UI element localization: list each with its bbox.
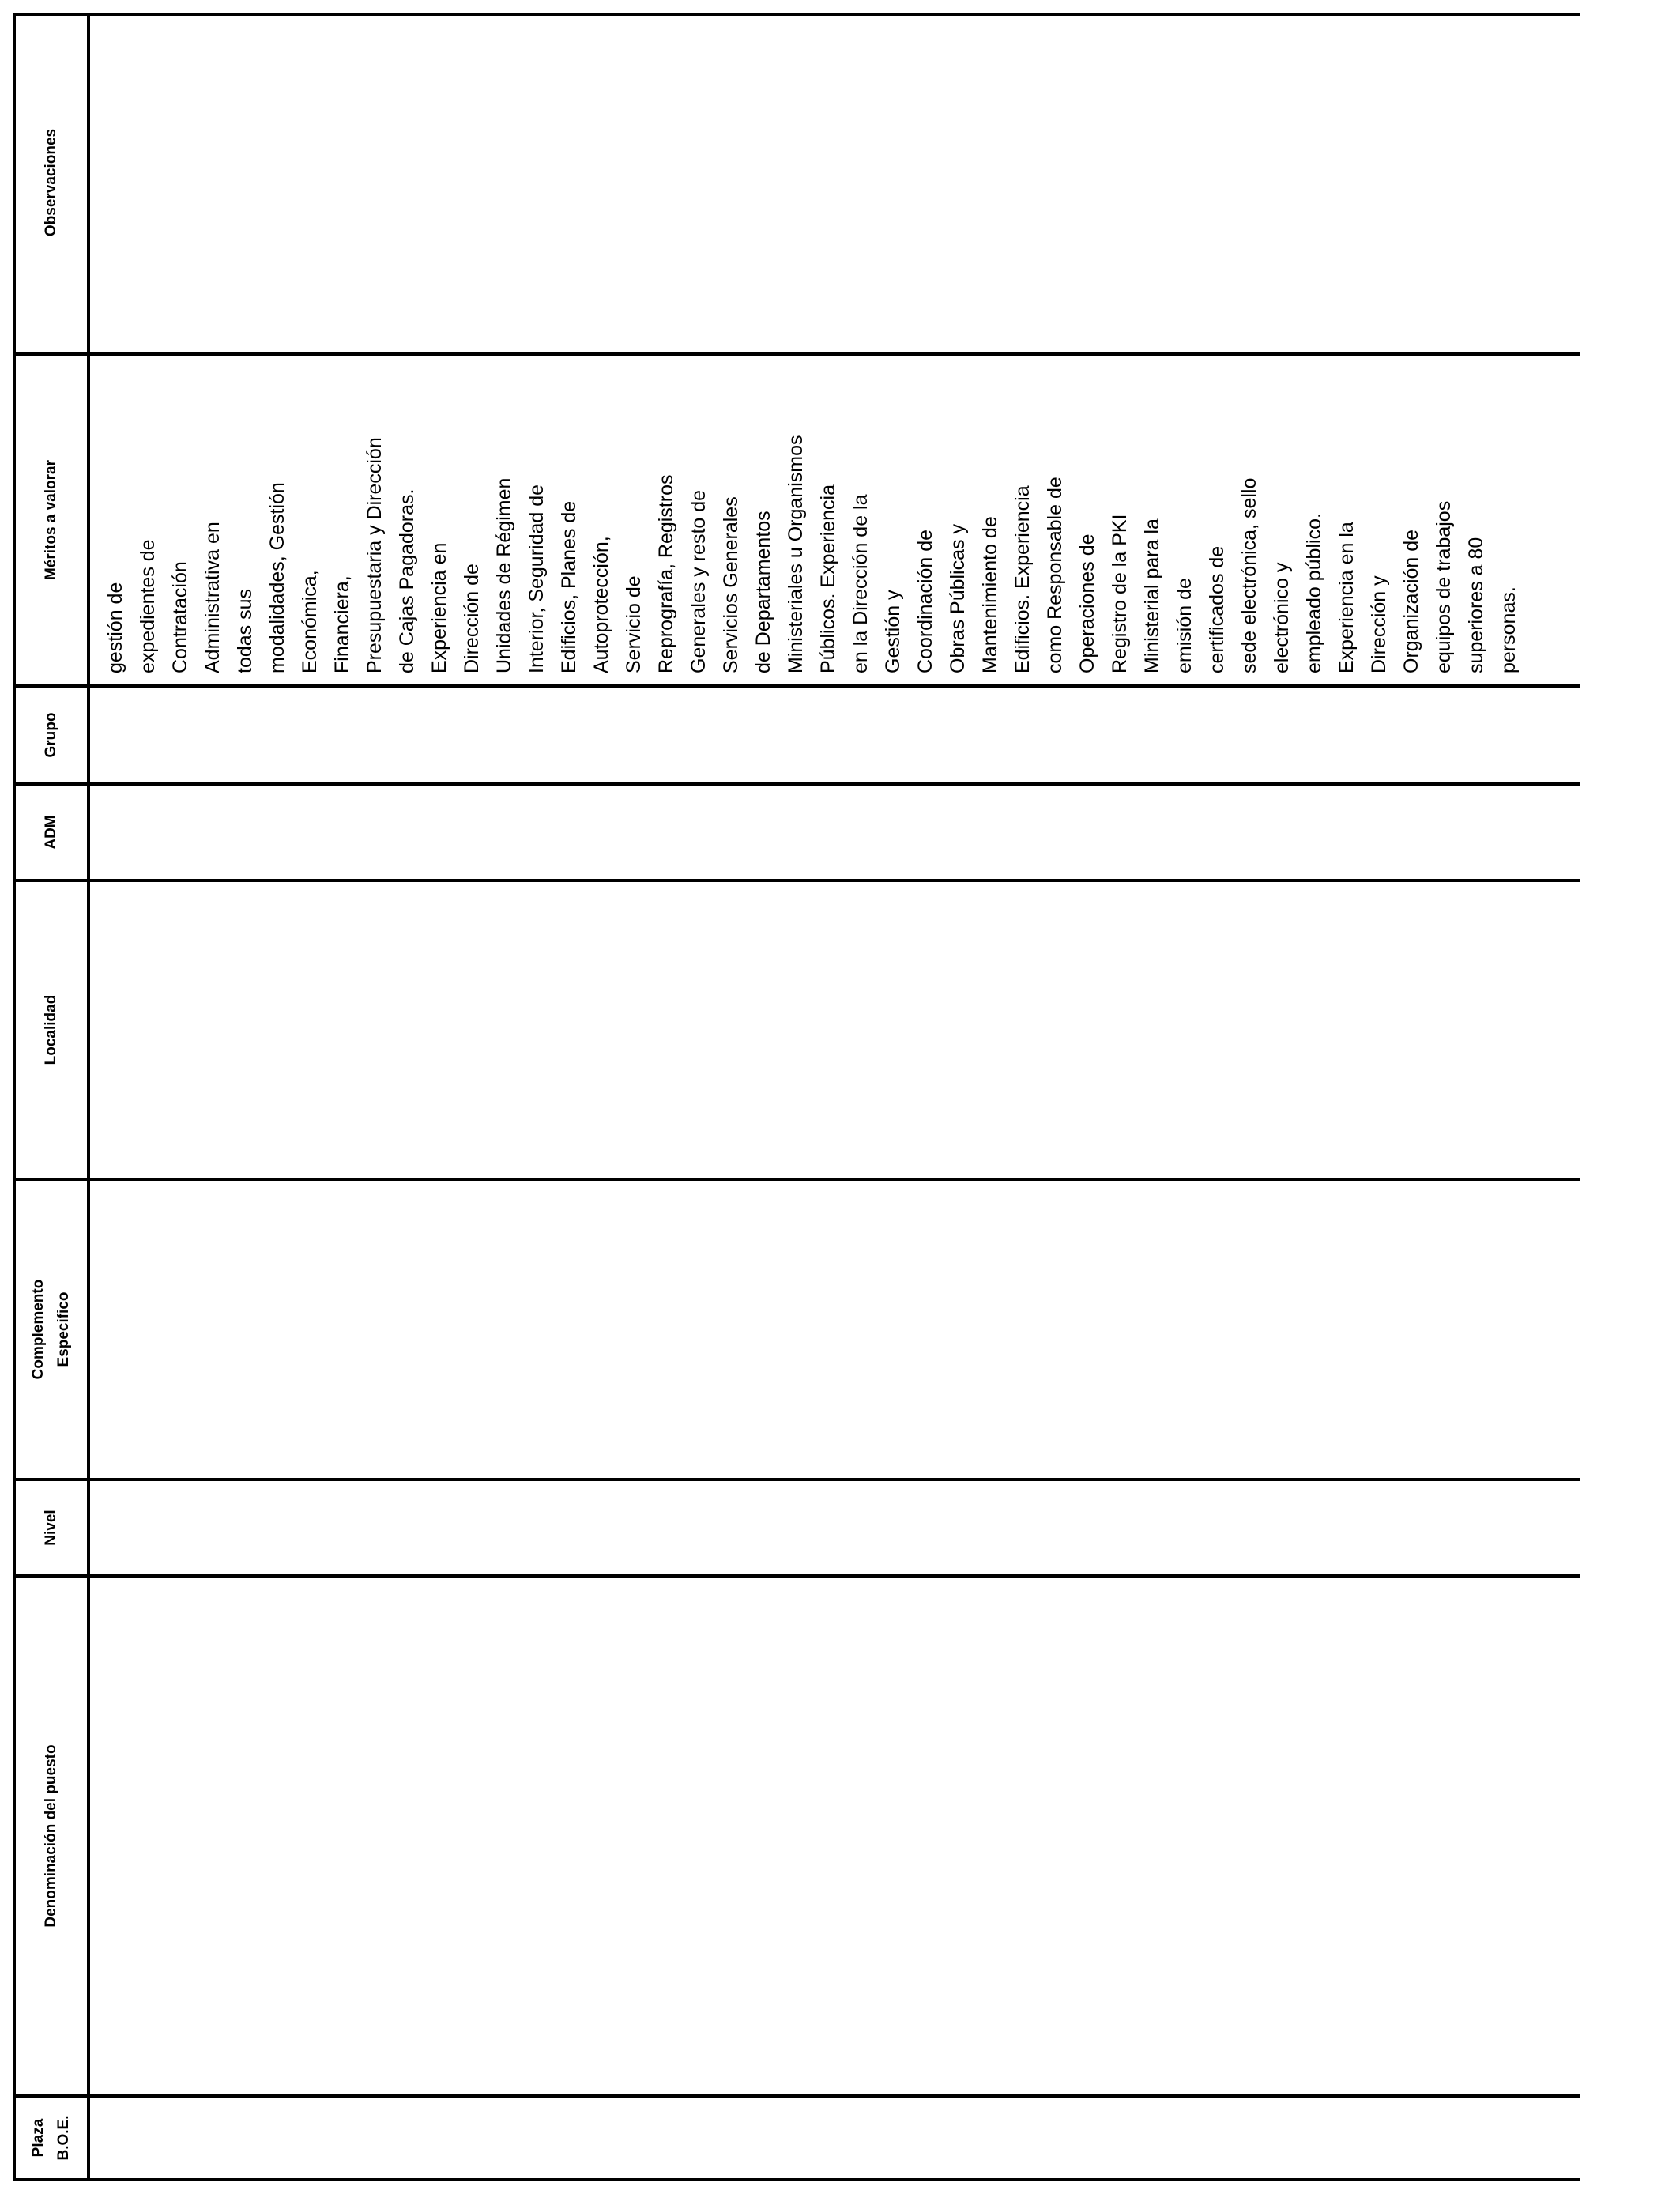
header-grupo: Grupo (43, 712, 59, 758)
meritos-line: Coordinación de (914, 529, 936, 673)
meritos-line: Registro de la PKI (1109, 514, 1131, 673)
header-meritos-valorar: Méritos a valorar (43, 459, 59, 581)
meritos-line: Servicios Generales (720, 496, 742, 673)
meritos-line: Ministerial para la (1141, 518, 1163, 673)
meritos-line: de Cajas Pagadoras. (396, 488, 418, 673)
col-divider-denominacion (16, 1574, 1580, 1578)
col-divider-adm (16, 782, 1580, 786)
meritos-line: Ministeriales u Organismos (785, 435, 807, 673)
meritos-line: Servicio de (623, 575, 645, 673)
meritos-line: Unidades de Régimen (493, 477, 515, 673)
positions-table (13, 13, 1580, 2181)
col-divider-localidad (16, 879, 1580, 882)
meritos-line: expedientes de (137, 539, 159, 673)
meritos-line: Financiera, (331, 575, 353, 673)
meritos-line: Experiencia en (428, 542, 450, 673)
meritos-line: Reprografía, Registros (655, 474, 677, 673)
meritos-line: emisión de (1173, 578, 1196, 673)
meritos-line: Autoprotección, (590, 536, 612, 673)
header-complemento-especifico: Complemento Especifico (30, 1279, 72, 1380)
col-divider-complemento (16, 1178, 1580, 1181)
meritos-cell-text (100, 357, 1585, 673)
meritos-line: certificados de (1206, 545, 1228, 673)
meritos-line: Interior, Seguridad de (525, 484, 548, 673)
header-divider (87, 16, 90, 2178)
meritos-line: Administrativa en (202, 522, 224, 673)
col-divider-nivel (16, 1478, 1580, 1481)
meritos-line: Organización de (1400, 529, 1422, 673)
meritos-line: electrónico y (1271, 562, 1293, 673)
meritos-line: Edificios, Planes de (558, 500, 580, 673)
meritos-line: equipos de trabajos (1433, 500, 1455, 673)
meritos-line: empleado público. (1303, 513, 1325, 673)
meritos-line: Contratación (169, 561, 191, 673)
meritos-line: de Departamentos (752, 511, 774, 673)
meritos-line: Experiencia en la (1335, 522, 1358, 673)
meritos-line: personas. (1497, 586, 1520, 673)
meritos-line: gestión de (104, 582, 126, 673)
meritos-line: en la Dirección de la (849, 494, 872, 673)
col-divider-grupo (16, 684, 1580, 688)
header-adm: ADM (43, 815, 59, 850)
meritos-line: Dirección de (461, 564, 483, 673)
meritos-line: Generales y resto de (687, 489, 710, 673)
header-plaza-boe: Plaza B.O.E. (30, 2115, 72, 2161)
meritos-line: Dirección y (1368, 575, 1390, 673)
meritos-line: Gestión y (882, 590, 904, 673)
meritos-line: modalidades, Gestión (266, 482, 288, 673)
meritos-line: como Responsable de (1044, 477, 1066, 673)
meritos-line: Obras Públicas y (947, 524, 969, 673)
col-divider-plaza (16, 2094, 1580, 2098)
meritos-line: sede electrónica, sello (1238, 477, 1260, 673)
meritos-line: Económica, (299, 570, 321, 673)
meritos-line: Presupuestaria y Dirección (363, 437, 386, 673)
col-divider-meritos (16, 352, 1580, 356)
header-nivel: Nivel (43, 1510, 59, 1546)
header-denominacion-puesto: Denominación del puesto (43, 1744, 59, 1928)
meritos-line: Públicos. Experiencia (817, 484, 839, 673)
header-localidad: Localidad (43, 994, 59, 1065)
meritos-line: Edificios. Experiencia (1011, 485, 1034, 673)
meritos-line: todas sus (234, 588, 256, 673)
meritos-line: Mantenimiento de (979, 516, 1001, 673)
meritos-line: superiores a 80 (1465, 537, 1487, 673)
header-observaciones: Observaciones (43, 128, 59, 237)
meritos-line: Operaciones de (1076, 533, 1098, 673)
